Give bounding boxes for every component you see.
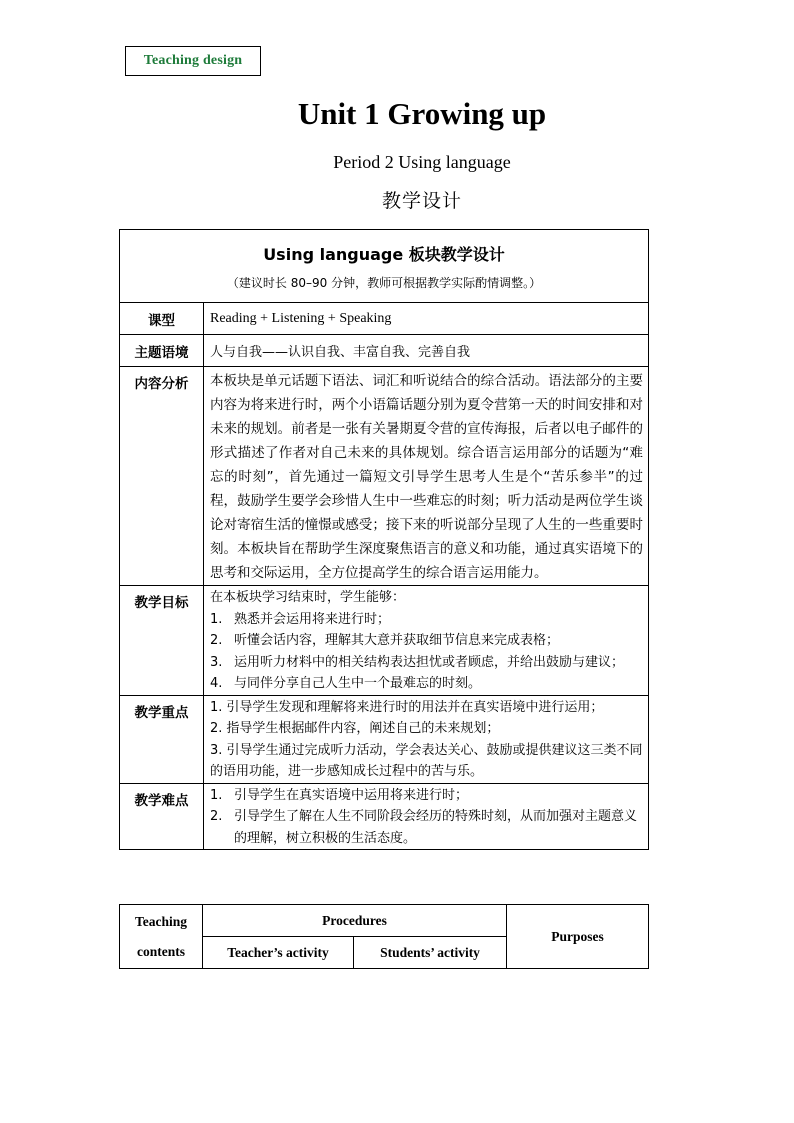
list-number: 3. — [210, 654, 223, 670]
list-text: 引导学生通过完成听力活动，学会表达关心、鼓励或提供建议这三类不同的语用功能，进一步感知成长过程中的苦与乐。 — [210, 742, 643, 779]
procedures-header: Procedures — [203, 905, 507, 937]
list-number: 4. — [210, 676, 223, 691]
duration-note: （建议时长 80–90 分钟，教师可根据教学实际酌情调整。） — [226, 276, 542, 290]
list-item — [210, 630, 644, 652]
list-number: 1. — [210, 787, 223, 803]
type-value-text: Reading + Listening + Speaking — [210, 310, 392, 326]
objectives-value — [204, 586, 649, 696]
list-item — [210, 785, 644, 807]
context-value-text: 人与自我——认识自我、丰富自我、完善自我 — [210, 345, 471, 360]
list-number: 3. — [210, 742, 223, 758]
list-item — [210, 673, 644, 695]
unit-title: Unit 1 Growing up — [297, 96, 547, 131]
type-value — [204, 303, 649, 335]
difficulty-label-text: 教学难点 — [134, 792, 189, 809]
design-table-header — [120, 230, 649, 303]
teaching-contents-line2: contents — [137, 943, 185, 959]
list-text: 引导学生了解在人生不同阶段会经历的特殊时刻，从而加强对主题意义的理解，树立积极的生活态度。 — [234, 809, 638, 846]
focus-value — [204, 695, 649, 783]
list-item — [210, 718, 644, 740]
analysis-label-text: 内容分析 — [134, 376, 189, 392]
list-text: 引导学生在真实语境中运用将来进行时； — [234, 787, 469, 803]
purposes-header: Purposes — [507, 905, 649, 969]
procedure-table — [119, 904, 649, 969]
analysis-text: 本板块是单元话题下语法、词汇和听说结合的综合活动。语法部分的主要内容为将来进行时，两个小语篇话题分别为夏令营第一天的时间安排和对未来的规划。前者是一张有关暑期夏令营的宣传海报，后者以电子邮件的形式描述了作者对自己未来的具体规划。综合语言运用部分的话题为“难忘的时刻”，首先通过一篇短文引导学生思考人生是个“苦乐参半”的过程，鼓励学生要学会珍惜人生中一些难忘的时刻；听力活动是两位学生谈论对寄宿生活的憧憬或感受；接下来的听说部分呈现了人生的一些重要时刻。本板块旨在帮助学生深度聚焦语言的意义和功能，通过真实语境下的思考和交际运用，全方位提高学生的综合语言运用能力。 — [210, 373, 643, 581]
list-number: 1. — [210, 611, 223, 627]
objectives-label — [120, 586, 204, 696]
difficulty-value — [204, 783, 649, 850]
list-item — [210, 697, 644, 719]
list-number: 1. — [210, 699, 223, 715]
list-text: 听懂会话内容，理解其大意并获取细节信息来完成表格； — [234, 633, 560, 648]
tag-label: Teaching design — [143, 53, 243, 68]
teacher-activity-header: Teacher’s activity — [203, 937, 354, 969]
list-text: 引导学生发现和理解将来进行时的用法并在真实语境中进行运用； — [226, 699, 604, 715]
objectives-label-text: 教学目标 — [134, 595, 189, 611]
list-item — [210, 609, 644, 631]
difficulty-label — [120, 783, 204, 850]
list-text: 运用听力材料中的相关结构表达担忧或者顾虑，并给出鼓励与建议； — [234, 654, 625, 670]
analysis-label — [120, 367, 204, 586]
focus-label — [120, 695, 204, 783]
list-number: 2. — [210, 721, 223, 736]
teaching-design-tag — [125, 46, 261, 76]
period-subtitle: Period 2 Using language — [333, 152, 511, 172]
list-number: 2. — [210, 633, 223, 648]
teaching-contents-line1: Teaching — [134, 913, 188, 929]
type-label: 课型 — [120, 303, 204, 335]
list-item — [210, 740, 644, 783]
context-value — [204, 335, 649, 367]
list-item — [210, 806, 644, 849]
list-text: 指导学生根据邮件内容，阐述自己的未来规划； — [226, 721, 500, 736]
list-text: 熟悉并会运用将来进行时； — [234, 611, 391, 627]
analysis-value — [204, 367, 649, 586]
context-label: 主题语境 — [120, 335, 204, 367]
students-activity-header: Students’ activity — [354, 937, 507, 969]
design-table — [119, 229, 649, 850]
focus-label-text: 教学重点 — [134, 704, 189, 721]
design-table-heading: Using language 板块教学设计 — [263, 245, 505, 264]
objectives-intro: 在本板块学习结束时，学生能够： — [210, 590, 406, 605]
teaching-design-subtitle: 教学设计 — [381, 190, 462, 212]
list-item — [210, 652, 644, 674]
list-number: 2. — [210, 809, 223, 824]
teaching-contents-header — [120, 905, 203, 969]
list-text: 与同伴分享自己人生中一个最难忘的时刻。 — [234, 676, 482, 691]
